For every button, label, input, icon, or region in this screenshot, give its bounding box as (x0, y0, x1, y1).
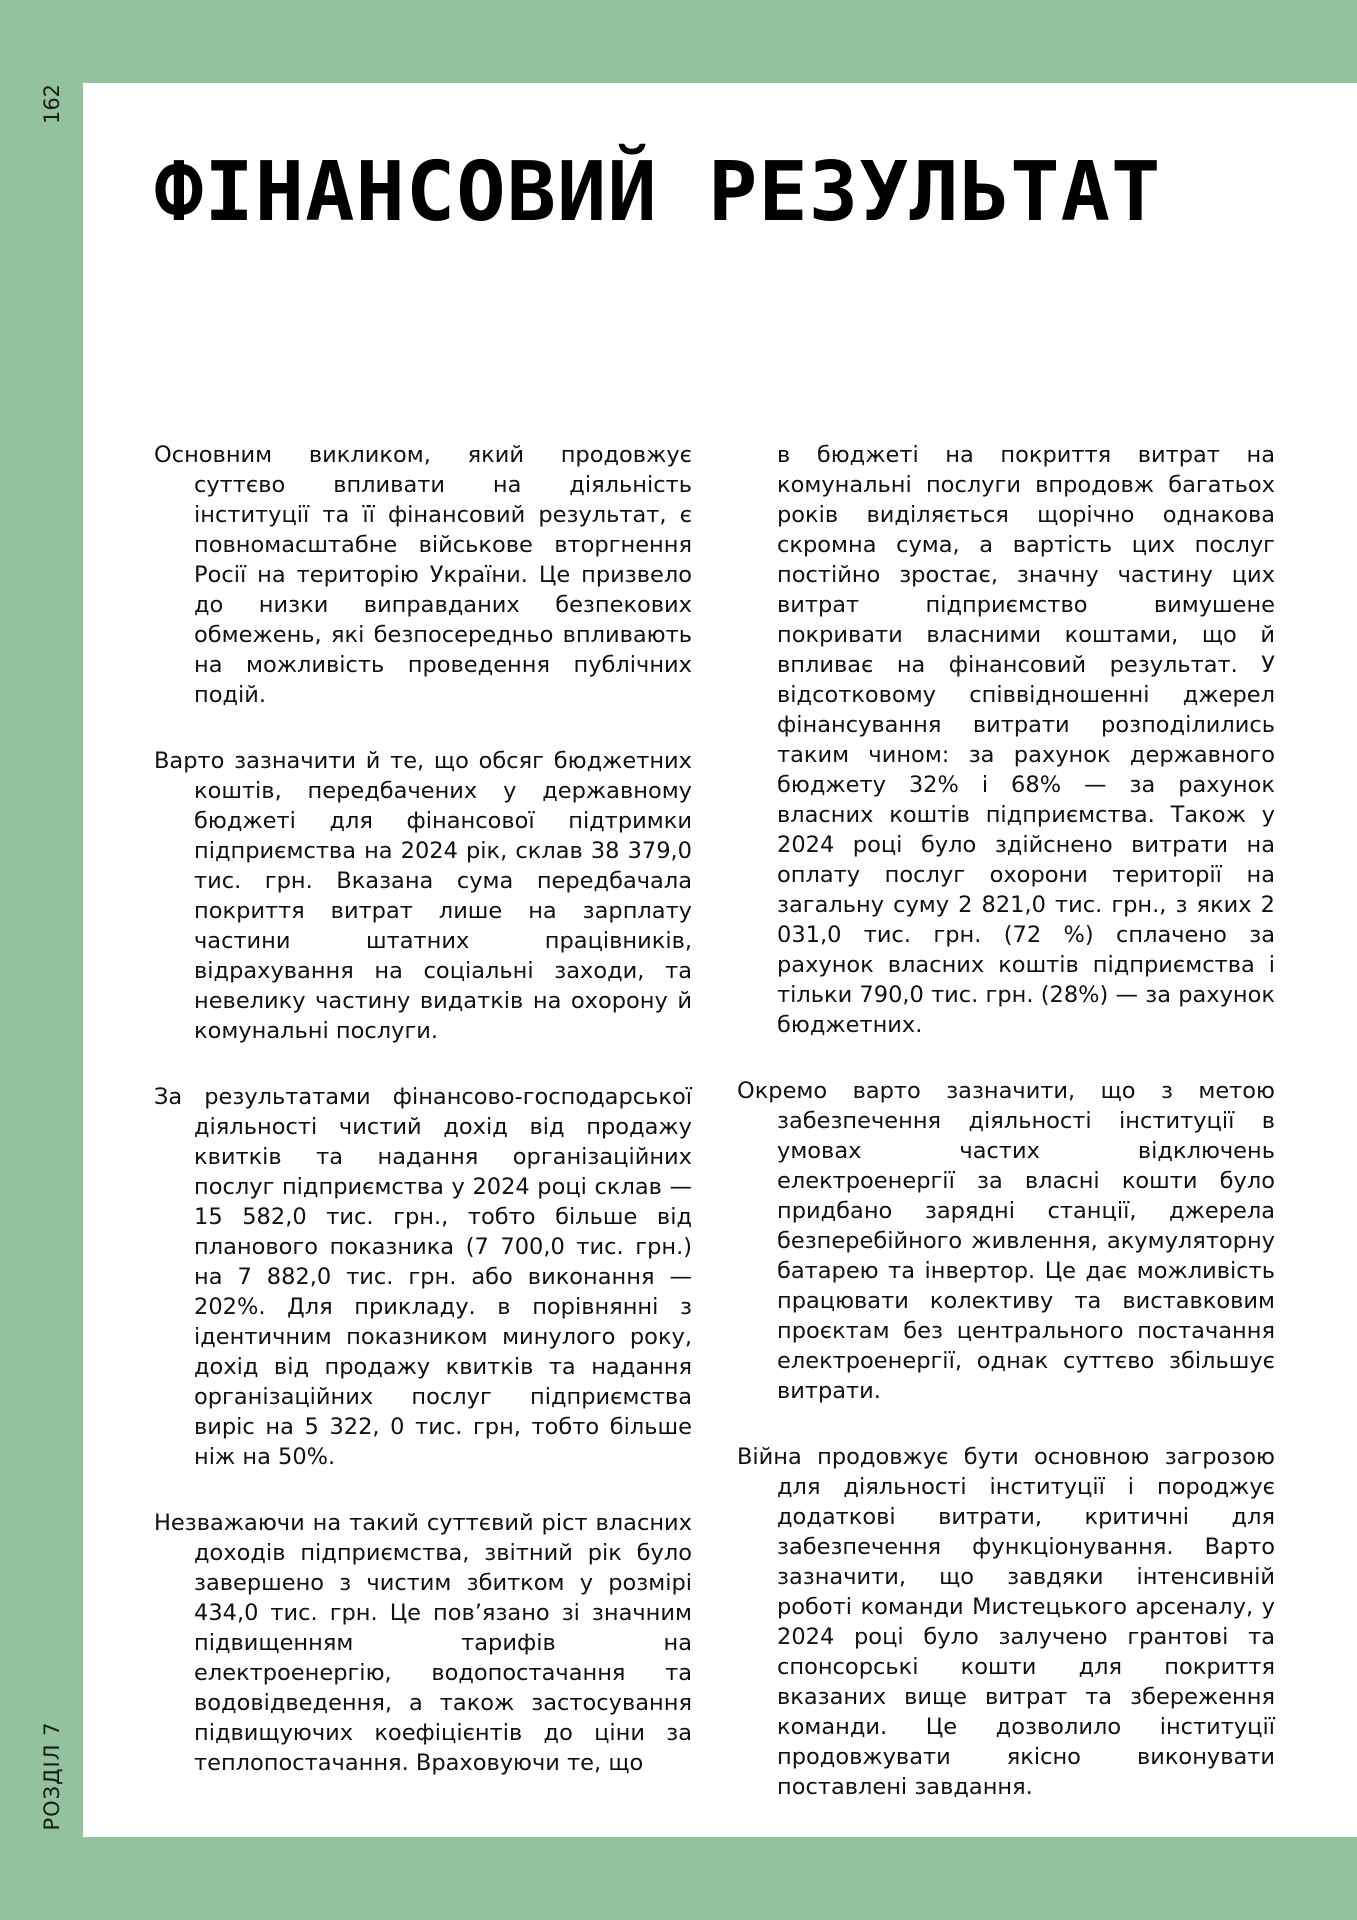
paragraph-war-threat: Війна продовжує бути основною загрозою для діяльності інституції і породжує додаткові витрати, критичні для забезпечення функціонування. Варто зазначити, що завдяки інтенсивній роботі команди Мистецького арсеналу, у 2024 році було залучено грантові та спонсорські кошти для покриття вказаних вище витрат та збереження команди. Це дозволило інституції продовжувати якісно виконувати поставлені завдання. (737, 1444, 1275, 1800)
paragraph-net-loss: Незважаючи на такий суттєвий ріст власних доходів підприємства, звітний рік було завершено з чистим збитком у розмірі 434,0 тис. грн. Це пов’язано зі значним підвищенням тарифів на електроенергію, водопостачання та водовідведення, а також застосування підвищуючих коефіцієнтів до ціни за теплопостачання. Враховуючи те, що (154, 1510, 692, 1776)
paragraph-power-equipment: Окремо варто зазначити, що з метою забезпечення діяльності інституції в умовах частих відключень електроенергії за власні кошти було придбано зарядні станції, джерела безперебійного живлення, акумуляторну батарею та інвертор. Це дає можливість працювати колективу та виставковим проєктам без центрального постачання електроенергії, однак суттєво збільшує витрати. (737, 1078, 1275, 1404)
paragraph-invasion-challenge: Основним викликом, який продовжує суттєво впливати на діяльність інституції та її фінансовий результат, є повномасштабне військове вторгнення Росії на територію України. Це призвело до низки виправданих безпекових обмежень, які безпосередньо впливають на можливість проведення публічних подій. (154, 442, 692, 708)
page-title: ФІНАНСОВИЙ РЕЗУЛЬТАТ (154, 145, 1162, 240)
page-number: 162 (40, 83, 64, 125)
section-label: РОЗДІЛ 7 (40, 1721, 64, 1831)
paragraph-utility-costs: в бюджеті на покриття витрат на комунальні послуги впродовж багатьох років виділяється щорічно однакова скромна сума, а вартість цих послуг постійно зростає, значну частину цих витрат підприємство вимушене покривати власними коштами, що й впливає на фінансовий результат. У відсотковому співвідношенні джерел фінансування витрати розподілились таким чином: за рахунок державного бюджету 32% і 68% — за рахунок власних коштів підприємства. Також у 2024 році було здійснено витрати на оплату послуг охорони території на загальну суму 2 821,0 тис. грн., з яких 2 031,0 тис. грн. (72 %) сплачено за рахунок власних коштів підприємства і тільки 790,0 тис. грн. (28%) — за рахунок бюджетних. (777, 442, 1275, 1038)
text-column-left (154, 440, 692, 1814)
paragraph-budget-funds: Варто зазначити й те, що обсяг бюджетних коштів, передбачених у державному бюджеті для фінансової підтримки підприємства на 2024 рік, склав 38 379,0 тис. грн. Вказана сума передбачала покриття витрат лише на зарплату частини штатних працівників, відрахування на соціальні заходи, та невелику частину видатків на охорону й комунальні послуги. (154, 748, 692, 1044)
paragraph-ticket-income: За результатами фінансово-господарської діяльності чистий дохід від продажу квитків та надання організаційних послуг підприємства у 2024 році склав — 15 582,0 тис. грн., тобто більше від планового показника (7 700,0 тис. грн.) на 7 882,0 тис. грн. або виконання — 202%. Для прикладу. в порівнянні з ідентичним показником минулого року, дохід від продажу квитків та надання організаційних послуг підприємства виріс на 5 322, 0 тис. грн, тобто більше ніж на 50%. (154, 1084, 692, 1470)
text-column-right (737, 440, 1275, 1838)
